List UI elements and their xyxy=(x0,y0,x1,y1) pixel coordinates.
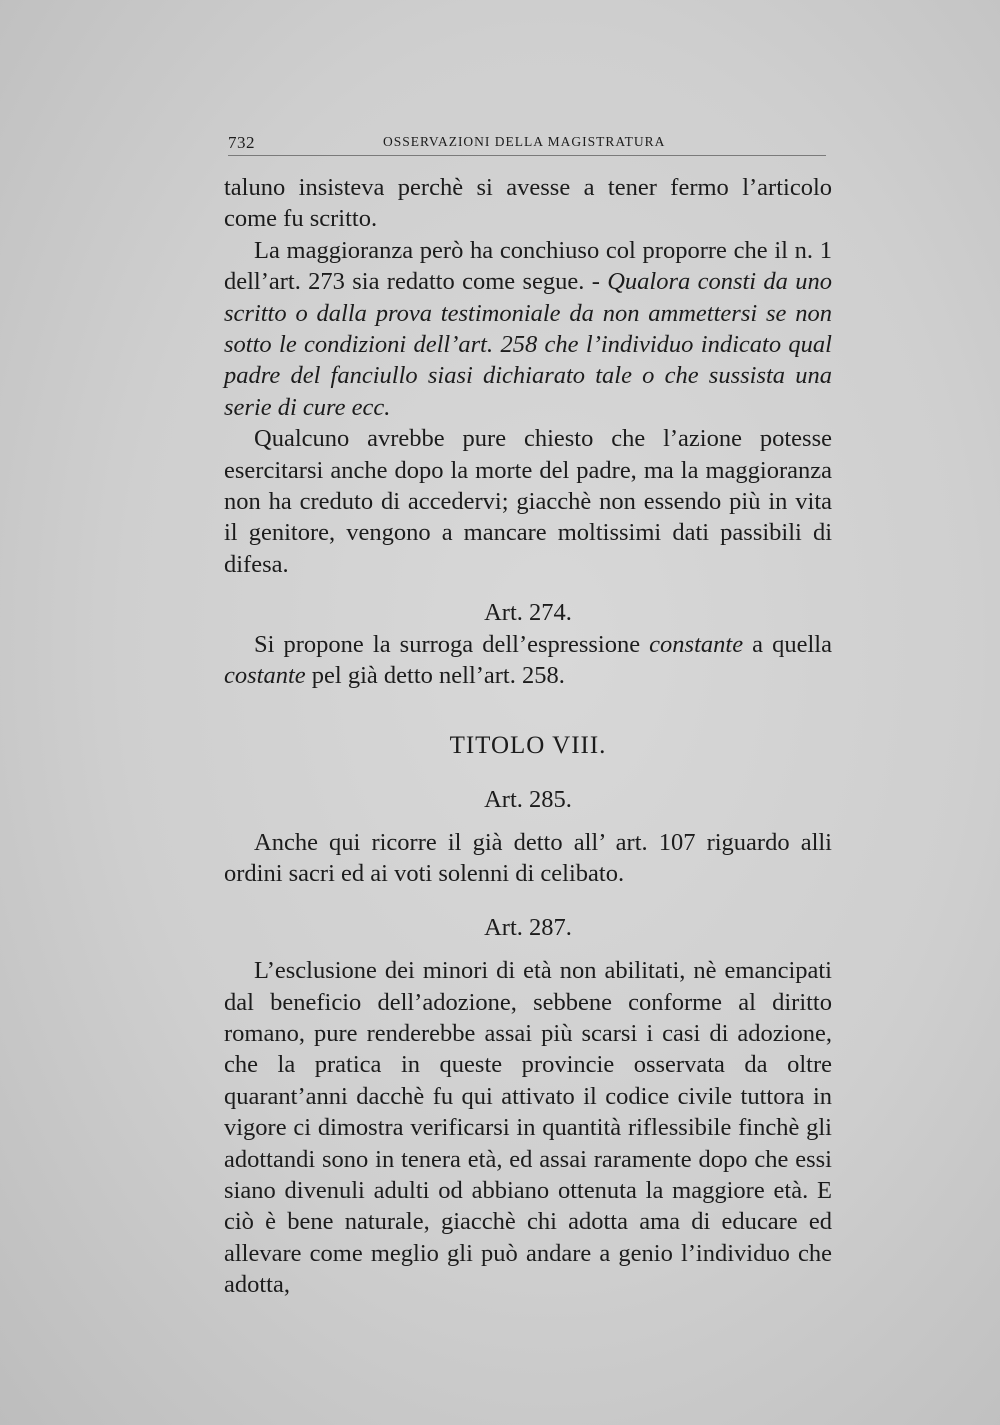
paragraph-art274-part: Si propone la surroga dell’espressione xyxy=(254,630,650,658)
paragraph-art274-part: pel già detto nell’art. 258. xyxy=(305,662,565,690)
article-heading-287: Art. 287. xyxy=(484,913,572,941)
paragraph-art287: L’esclusione dei minori di età non abilitati, nè emancipati dal beneficio dell’adozione, sebbene conforme al diritto romano, pure renderebbe assai più scarsi i casi di adozione, che la pratica in queste provincie osservata da oltre quarant’anni dacchè fu qui attivato il codice civile tuttora in vigore ci dimostra verificarsi in quantità riflessibile finchè gli adottandi sono in tenera età, ed assai raramente dopo che essi siano divenuli adulti od abbiano ottenuta la maggiore età. E ciò è bene naturale, giacchè chi adotta ama di educare ed allevare come meglio gli può andare a genio l’individuo che adotta, xyxy=(224,957,832,1299)
paragraph-continuation: taluno insisteva perchè si avesse a tener fermo l’articolo come fu scritto. xyxy=(224,174,832,233)
paragraph-art274 xyxy=(224,629,832,692)
article-heading-285: Art. 285. xyxy=(484,785,572,813)
paragraph-azione: Qualcuno avrebbe pure chiesto che l’azione potesse esercitarsi anche dopo la morte del padre, ma la maggioranza non ha creduto di accedervi; giacchè non essendo più in vita il genitore, vengono a mancare moltissimi dati passibili di difesa. xyxy=(224,425,832,578)
paragraph-art285: Anche qui ricorre il già detto all’ art. 107 riguardo alli ordini sacri ed ai voti solenni di celibato. xyxy=(224,828,832,888)
title-heading: TITOLO VIII. xyxy=(449,731,607,759)
paragraph-art273-quote: Qualora consti da uno scritto o dalla prova testimoniale da non ammettersi se non sotto le condizioni dell’art. 258 che l’individuo indicato qual padre del fanciullo siasi dichiarato tale o che sussista una serie di cure ecc. xyxy=(224,268,832,421)
paragraph-art273 xyxy=(224,235,832,423)
paragraph-art274-part: a quella xyxy=(743,630,832,658)
paragraph-art274-italic: costante xyxy=(224,662,306,690)
paragraph-art273-text: La maggioranza però ha conchiuso col proporre che il n. 1 dell’art. 273 sia redatto come segue. - xyxy=(224,236,832,296)
article-heading-274: Art. 274. xyxy=(484,599,572,627)
page-number: 732 xyxy=(228,133,255,152)
page-body xyxy=(224,172,832,1301)
page-header xyxy=(228,133,826,156)
running-head: OSSERVAZIONI DELLA MAGISTRATURA xyxy=(383,134,666,149)
paragraph-art274-italic: constante xyxy=(649,630,744,658)
